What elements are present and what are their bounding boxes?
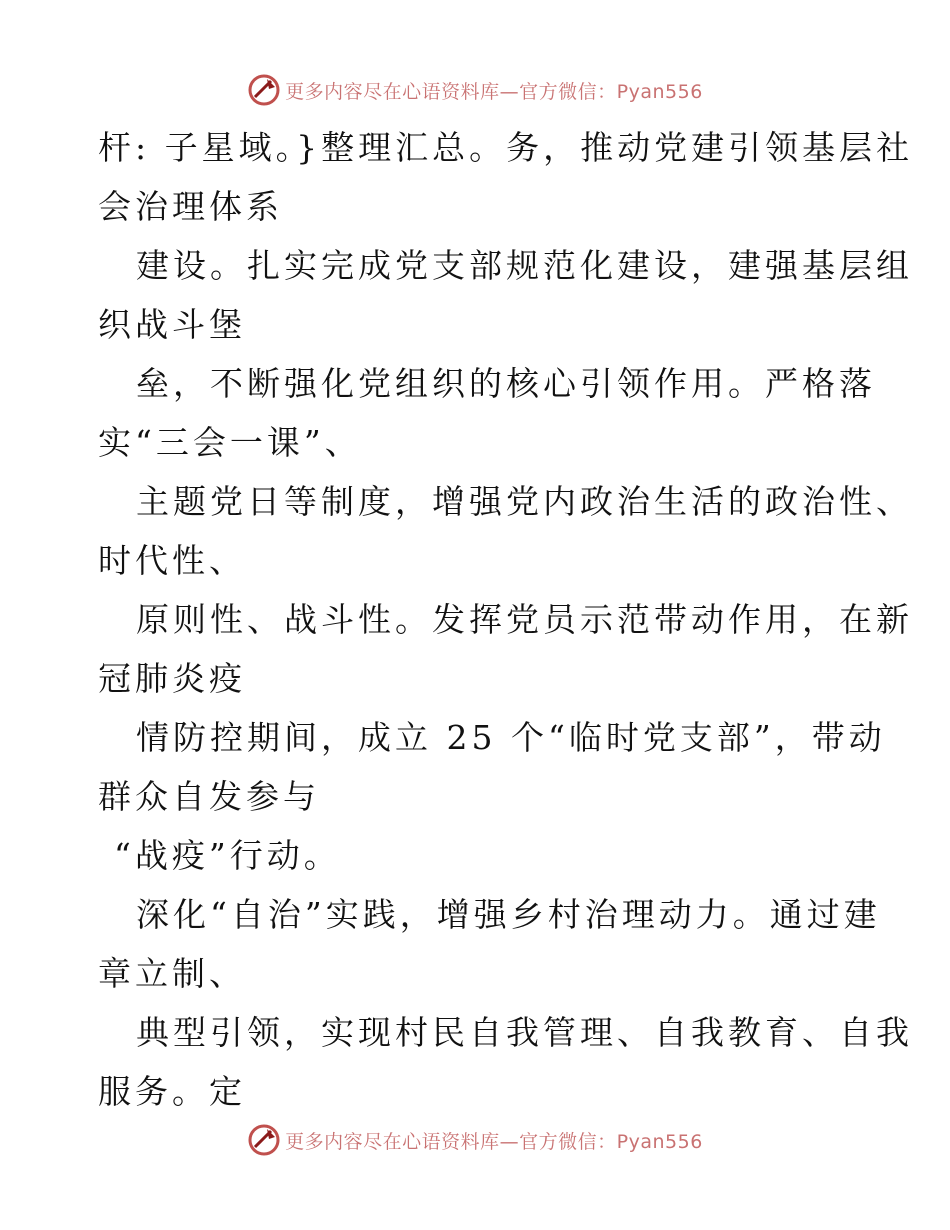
text-line: 深化“自治”实践，增强乡村治理动力。通过建 (136, 895, 881, 934)
text-line: 实“三会一课”、 (98, 423, 362, 462)
text-line: 主题党日等制度，增强党内政治生活的政治性、 (136, 482, 913, 521)
text-line: 冠肺炎疫 (98, 659, 246, 698)
text-line: 典型引领，实现村民自我管理、自我教育、自我 (136, 1013, 913, 1052)
text-line: 群众自发参与 (98, 777, 320, 816)
text-line: 建设。扎实完成党支部规范化建设，建强基层组 (136, 246, 913, 285)
text-line: 杆: 子星域。}整理汇总。务，推动党建引领基层社 (98, 128, 914, 167)
text-line: 织战斗堡 (98, 305, 246, 344)
text-line: 服务。定 (98, 1072, 246, 1111)
text-line: 会治理体系 (98, 187, 283, 226)
document-body (98, 118, 914, 1121)
text-line: 情防控期间，成立 25 个“临时党支部”，带动 (136, 718, 886, 757)
header-watermark-text: 更多内容尽在心语资料库—官方微信：Pyan556 (285, 80, 703, 103)
text-line: 原则性、战斗性。发挥党员示范带动作用，在新 (136, 600, 913, 639)
text-line: 垒，不断强化党组织的核心引领作用。严格落 (136, 364, 876, 403)
text-line: 时代性、 (98, 541, 246, 580)
logo-icon (247, 73, 281, 107)
text-line: “战疫”行动。 (114, 836, 341, 875)
footer-watermark (0, 1120, 950, 1160)
text-line: 章立制、 (98, 954, 246, 993)
header-watermark (0, 70, 950, 110)
footer-watermark-text: 更多内容尽在心语资料库—官方微信：Pyan556 (285, 1130, 703, 1153)
logo-icon (247, 1123, 281, 1157)
